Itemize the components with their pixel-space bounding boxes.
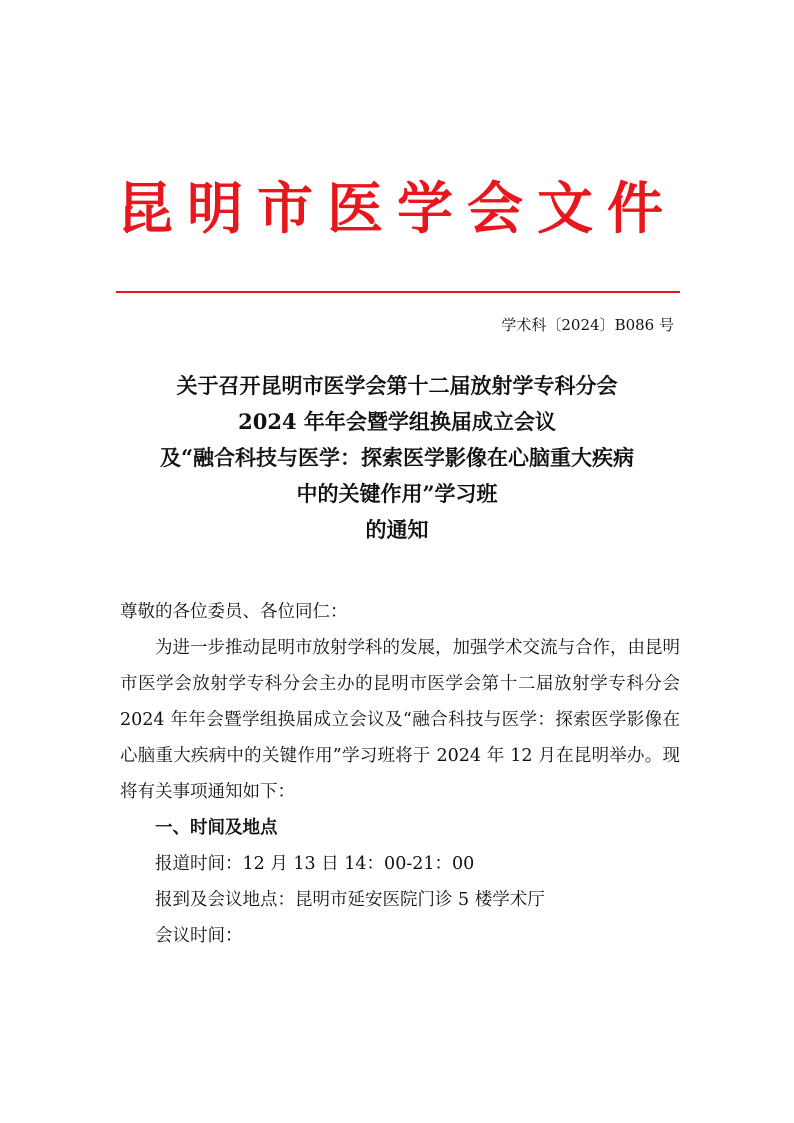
document-number: 学术科〔2024〕B086 号 bbox=[501, 316, 674, 334]
venue: 报到及会议地点：昆明市延安医院门诊 5 楼学术厅 bbox=[155, 890, 545, 910]
section-heading-time-location: 一、时间及地点 bbox=[155, 818, 278, 838]
intro-paragraph: 为进一步推动昆明市放射学科的发展，加强学术交流与合作，由昆明市医学会放射学专科分会主办的昆明市医学会第十二届放射学专科分会 2024 年年会暨学组换届成立会议及“融合科技与医学：探索医学影像在心脑重大疾病中的关键作用”学习班将于 2024 年 12 月在昆明举办。现将有关事项通知如下： bbox=[120, 638, 680, 802]
registration-time: 报道时间：12 月 13 日 14：00-21：00 bbox=[155, 854, 475, 874]
salutation: 尊敬的各位委员、各位同仁： bbox=[120, 602, 348, 622]
title-line: 及“融合科技与医学：探索医学影像在心脑重大疾病 bbox=[159, 445, 635, 470]
title-line: 关于召开昆明市医学会第十二届放射学专科分会 bbox=[176, 373, 618, 398]
notice-title bbox=[110, 368, 684, 548]
masthead-divider bbox=[116, 291, 680, 293]
title-line: 中的关键作用”学习班 bbox=[296, 481, 498, 506]
masthead-title: 昆明市医学会文件 bbox=[117, 177, 677, 242]
title-line: 的通知 bbox=[365, 517, 429, 542]
notice-body bbox=[120, 594, 680, 954]
meeting-time: 会议时间： bbox=[155, 926, 243, 946]
title-line: 2024 年年会暨学组换届成立会议 bbox=[238, 409, 556, 434]
